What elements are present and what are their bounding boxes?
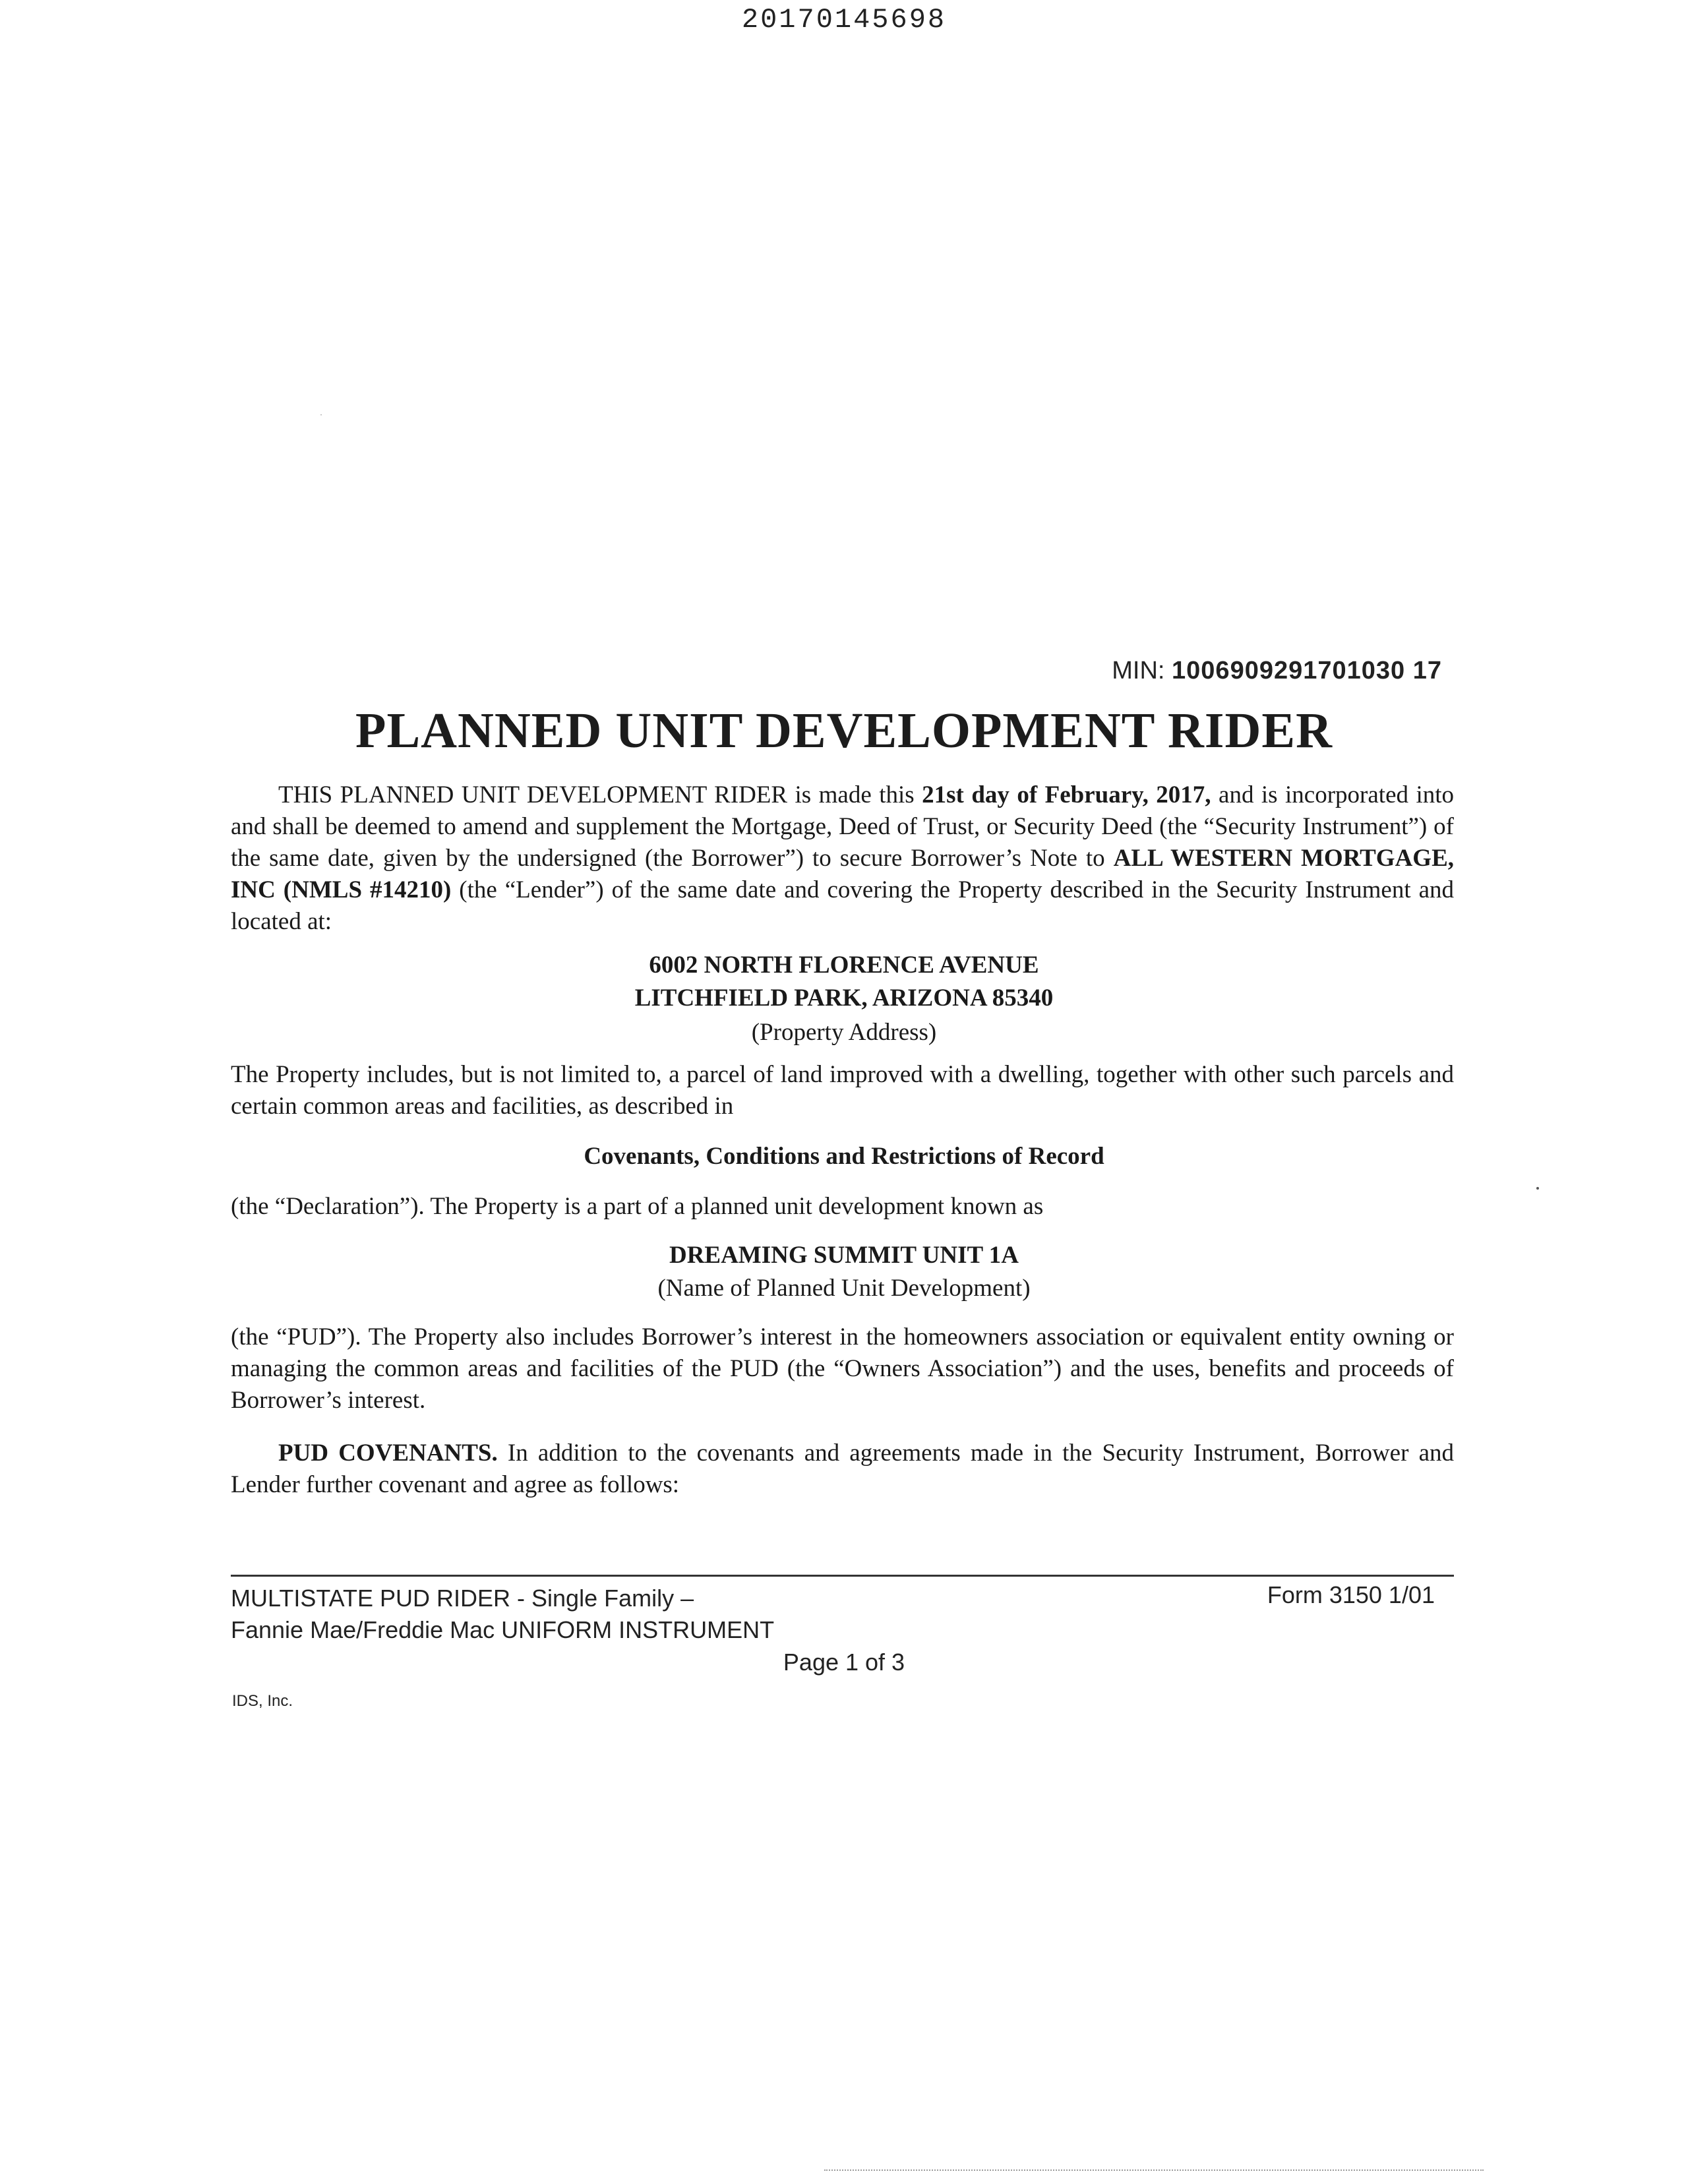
pud-name: DREAMING SUMMIT UNIT 1A [669, 1242, 1019, 1269]
property-includes-paragraph: The Property includes, but is not limited to, a parcel of land improved with a dwelling, together with other such parcels and certain common areas and facilities, as described in [231, 1061, 1454, 1120]
pud-covenants-text: In addition to the covenants and agreements made in the Security Instrument, Borrower and Lender further covenant and agree as follows: [231, 1440, 1454, 1498]
intro-paragraph [231, 779, 1454, 938]
footer-divider [231, 1575, 1454, 1577]
pud-covenants-heading: PUD COVENANTS. [278, 1440, 498, 1467]
lender-name: ALL WESTERN MORTGAGE, INC (NMLS #14210) [231, 845, 1455, 903]
document-number: 20170145698 [741, 4, 947, 36]
min-number [1112, 657, 1442, 685]
declaration-paragraph: (the “Declaration”). The Property is a part of a planned unit development known as [231, 1193, 1044, 1220]
min-value: 1006909291701030 17 [1172, 657, 1442, 684]
intro-text-1: THIS PLANNED UNIT DEVELOPMENT RIDER is made this [278, 781, 915, 808]
pud-paragraph: (the “PUD”). The Property also includes Borrower’s interest in the homeowners association or equivalent entity owning or managing the common areas and facilities of the PUD (the “Owners Association”) and the uses, benefits and proceeds of Borrower’s interest. [231, 1323, 1454, 1414]
pud-name-caption: (Name of Planned Unit Development) [657, 1275, 1031, 1302]
footer-form-number: Form 3150 1/01 [1267, 1581, 1435, 1608]
property-address-caption: (Property Address) [751, 1019, 937, 1046]
pud-covenants-paragraph [231, 1438, 1454, 1501]
scan-speck [320, 414, 322, 415]
footer-line1: MULTISTATE PUD RIDER - Single Family – [231, 1585, 694, 1612]
property-address-line1: 6002 NORTH FLORENCE AVENUE [649, 952, 1039, 979]
page-title: PLANNED UNIT DEVELOPMENT RIDER [355, 703, 1333, 758]
footer-form-title [231, 1583, 774, 1646]
min-label: MIN: [1112, 657, 1165, 684]
page-number: Page 1 of 3 [783, 1649, 905, 1676]
rider-date: 21st day of February, 2017, [922, 781, 1211, 808]
property-address-line2: LITCHFIELD PARK, ARIZONA 85340 [634, 985, 1054, 1012]
declaration-name: Covenants, Conditions and Restrictions of Record [584, 1143, 1104, 1170]
scan-edge-line [824, 2169, 1484, 2171]
footer-line2: Fannie Mae/Freddie Mac UNIFORM INSTRUMENT [231, 1616, 775, 1643]
intro-text-2: and is incorporated into and shall be deemed to amend and supplement the Mortgage, Deed of Trust, or Security Deed (the “Security Instrument”) of the same date, given by the undersigned (the Borrower”) to secure Borrower’s Note to [231, 781, 1454, 872]
scan-speck [1536, 1187, 1539, 1190]
intro-text-3: (the “Lender”) of the same date and covering the Property described in the Security Instrument and located at: [231, 876, 1454, 935]
vendor-label: IDS, Inc. [232, 1692, 293, 1710]
